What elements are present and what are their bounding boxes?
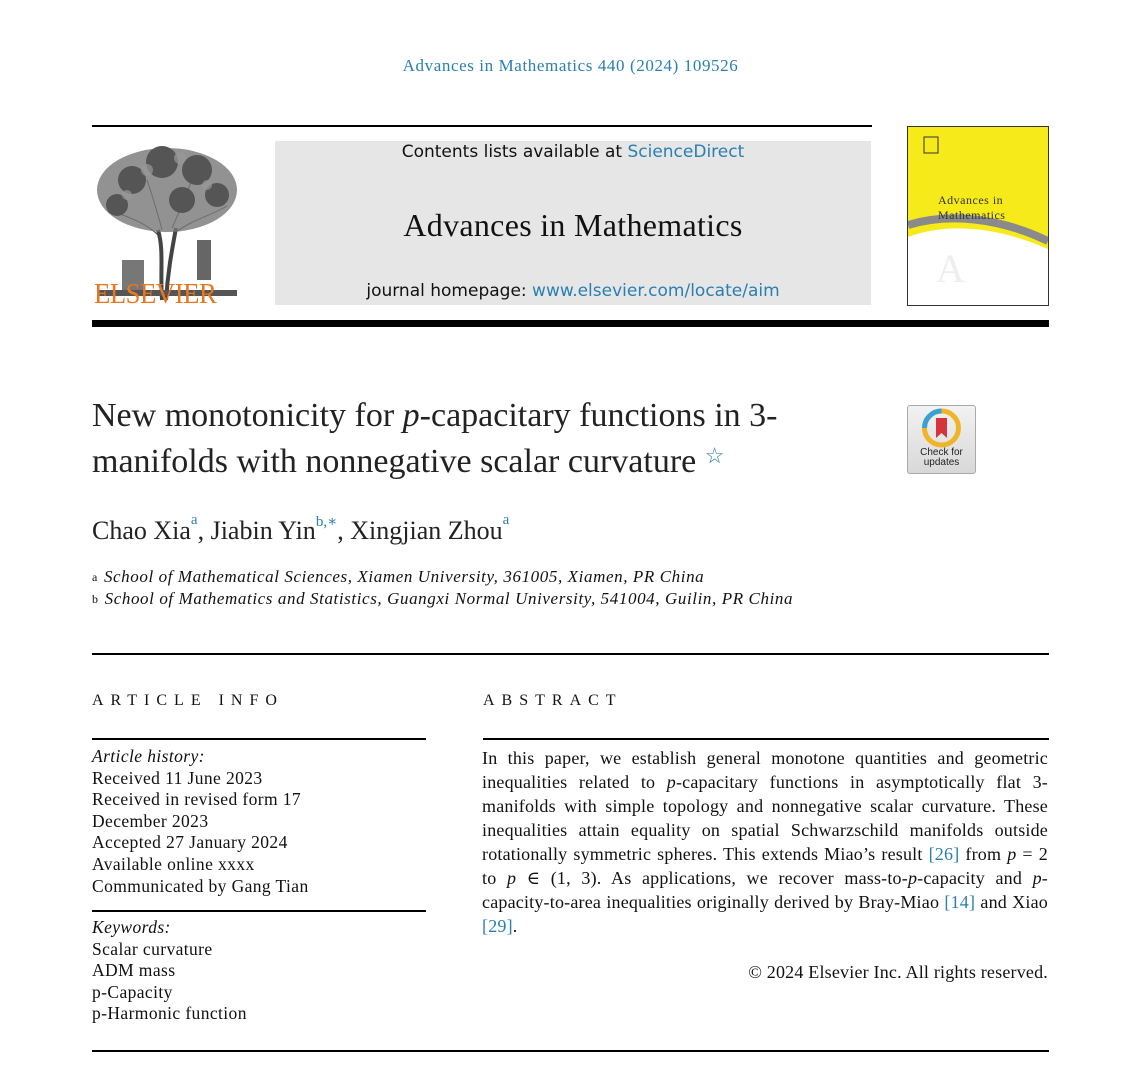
- abstract-seg: In this paper, we establish general monotone quantities and geometric inequalities related to: [482, 748, 1048, 792]
- author-affiliation-mark[interactable]: a: [502, 512, 510, 528]
- math-p: p: [907, 868, 918, 888]
- reference-link[interactable]: [29]: [482, 916, 513, 936]
- math-p: p: [506, 868, 517, 888]
- abstract-seg: from: [959, 844, 1008, 864]
- abstract-seg: -capacity-to-area inequalities originally derived by Bray-Miao: [482, 868, 1048, 912]
- homepage-prefix: journal homepage:: [366, 281, 533, 301]
- history-label: Article history:: [92, 746, 205, 766]
- crossmark-label-1: Check for: [920, 447, 963, 458]
- affiliations: [92, 566, 892, 610]
- abstract-seg: = 2 to: [482, 844, 1048, 888]
- title-part1: New monotonicity for: [92, 397, 403, 434]
- keyword-item: Scalar curvature: [92, 938, 213, 959]
- keywords-rule: [92, 910, 426, 912]
- author-list: Chao Xia$^a$, Jiabin Yin$^{b,∗}$, Xingjian Zhou$^a$: [92, 512, 510, 545]
- article-info-rule: [92, 738, 426, 740]
- keywords-label: Keywords:: [92, 917, 171, 937]
- author-name[interactable]: Xingjian Zhou: [350, 516, 503, 545]
- math-p: p: [666, 772, 676, 792]
- affiliation-mark: a: [92, 570, 98, 584]
- affiliation-text: School of Mathematics and Statistics, Guangxi Normal University, 541004, Guilin, PR China: [104, 589, 794, 608]
- abstract-seg: ∈ (1, 3). As applications, we recover mass-to-: [516, 868, 908, 888]
- top-rule: [92, 125, 872, 127]
- history-item: Communicated by Gang Tian: [92, 875, 309, 896]
- keyword-item: p-Capacity: [92, 981, 173, 1002]
- journal-title[interactable]: Advances in Mathematics: [403, 207, 743, 243]
- journal-masthead: [275, 141, 871, 305]
- math-p: p: [1032, 868, 1042, 888]
- keyword-item: ADM mass: [92, 960, 176, 981]
- homepage-line: [275, 281, 871, 301]
- contents-prefix: Contents lists available at: [401, 142, 628, 162]
- check-for-updates-button[interactable]: [907, 405, 976, 474]
- title-p: p: [402, 397, 420, 434]
- keyword-item: p-Harmonic function: [92, 1003, 247, 1024]
- reference-link[interactable]: [14]: [944, 892, 976, 912]
- cover-title: Advances in Mathematics: [938, 193, 1006, 222]
- history-item: Accepted 27 January 2024: [92, 832, 288, 853]
- abstract-seg: -capacity and: [917, 868, 1033, 888]
- affiliation-item: [92, 566, 892, 588]
- journal-citation[interactable]: Advances in Mathematics 440 (2024) 109526: [402, 56, 739, 75]
- abstract-seg: .: [512, 916, 518, 936]
- history-item: Received 11 June 2023: [92, 767, 263, 788]
- sciencedirect-link[interactable]: ScienceDirect: [627, 142, 745, 162]
- copyright-notice: © 2024 Elsevier Inc. All rights reserved.: [748, 962, 1048, 982]
- affiliation-mark: b: [92, 592, 99, 606]
- affiliation-text: School of Mathematical Sciences, Xiamen University, 361005, Xiamen, PR China: [103, 567, 705, 586]
- math-p: p: [1007, 844, 1017, 864]
- section-rule: [92, 653, 1049, 655]
- journal-cover-thumbnail[interactable]: [907, 126, 1049, 306]
- bottom-rule: [92, 1050, 1049, 1052]
- header-rule: [92, 320, 1049, 327]
- crossmark-label-2: updates: [923, 457, 960, 468]
- abstract-text: [482, 746, 1048, 938]
- author-affiliation-mark[interactable]: b,∗: [315, 514, 338, 530]
- article-history: [92, 746, 392, 897]
- history-item: Available online xxxx: [92, 853, 255, 874]
- abstract-rule: [483, 738, 1049, 740]
- abstract-seg: -capacitary functions in asymptotically flat 3-manifolds with simple topology and nonnegative scalar curvature. These inequalities attain equality on spatial Schwarzschild manifolds outside rotationally symmetric spheres. This extends Miao’s result: [482, 772, 1048, 864]
- affiliation-item: [92, 588, 822, 610]
- homepage-link[interactable]: www.elsevier.com/locate/aim: [532, 281, 780, 301]
- abstract-heading: ABSTRACT: [483, 692, 623, 709]
- history-item: Received in revised form 17 December 2023: [92, 789, 302, 831]
- title-part2: -capacitary functions in 3-manifolds with nonnegative scalar curvature: [92, 397, 778, 480]
- publisher-name[interactable]: ELSEVIER: [94, 278, 217, 310]
- author-name[interactable]: Chao Xia: [92, 516, 191, 545]
- svg-text:A: A: [936, 246, 965, 291]
- crossmark-icon: [908, 406, 975, 450]
- article-title: [92, 393, 872, 485]
- article-info-heading: ARTICLE INFO: [92, 692, 284, 709]
- keywords: [92, 917, 392, 1025]
- author-name[interactable]: Jiabin Yin: [210, 516, 316, 545]
- contents-line: [275, 141, 871, 162]
- title-footnote-star[interactable]: ☆: [704, 443, 725, 468]
- reference-link[interactable]: [26]: [928, 844, 960, 864]
- author-affiliation-mark[interactable]: a: [190, 512, 198, 528]
- abstract-seg: and Xiao: [975, 892, 1048, 912]
